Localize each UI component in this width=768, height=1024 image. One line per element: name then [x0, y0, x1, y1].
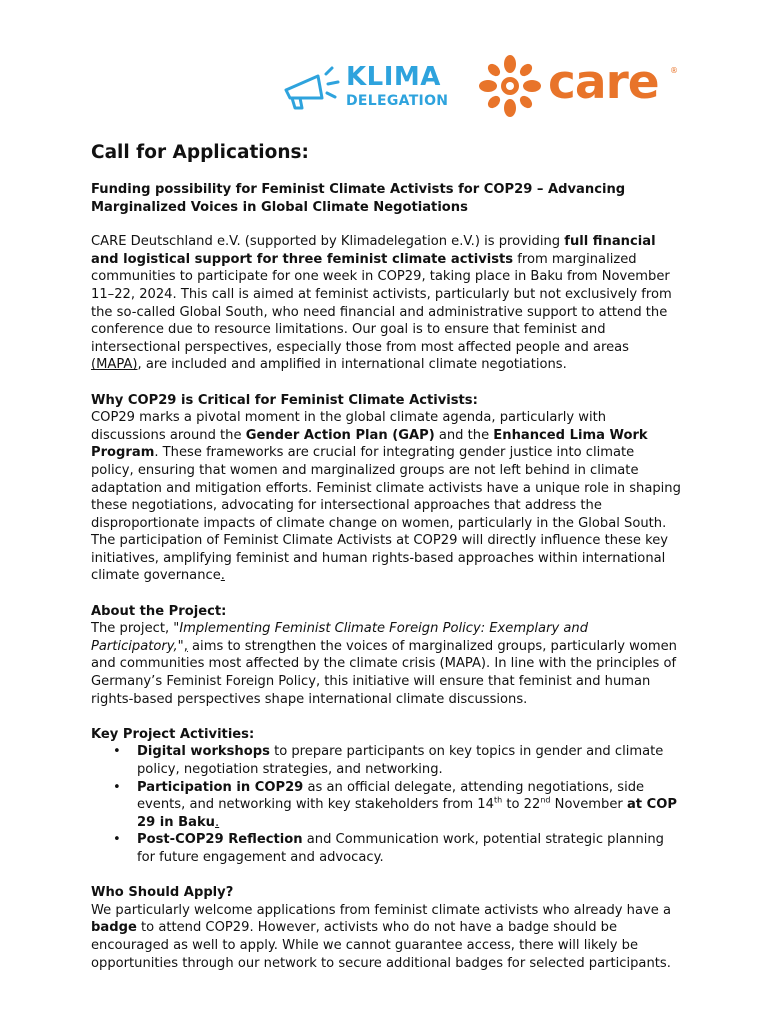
why-text-1: COP29 marks a pivotal moment in the global climate agenda, particularly with discussions around the — [91, 410, 607, 443]
who-text-1: We particularly welcome applications from feminist climate activists who already have a — [91, 902, 671, 918]
about-text-1: The project, — [91, 621, 174, 637]
intro-text-1: CARE Deutschland e.V. (supported by Klimadelegation e.V.) is providing — [91, 234, 565, 250]
intro-text-3: , are included and amplified in international climate negotiations. — [137, 357, 567, 373]
registered-mark: ® — [670, 66, 678, 75]
intro-paragraph — [91, 233, 681, 374]
activity-3-title: Post-COP29 Reflection — [137, 832, 303, 848]
klima-delegation-logo — [282, 60, 457, 116]
activities-heading: Key Project Activities: — [91, 726, 255, 742]
document-body — [91, 141, 681, 972]
activity-2-end: . — [215, 814, 220, 830]
activity-3-text: and Communication work, potential strategic planning for future engagement and advocacy. — [137, 832, 664, 865]
care-logo — [478, 55, 683, 117]
subtitle: Funding possibility for Feminist Climate Activists for COP29 – Advancing Marginalized Voices in Global Climate Negotiations — [91, 182, 626, 215]
page-title: Call for Applications: — [91, 142, 309, 163]
who-bold-badge: badge — [91, 920, 137, 936]
activity-2-to: to 22 — [502, 797, 541, 813]
activity-2-text: as an official delegate, attending negotiations, side events, and networking with key stakeholders from 14 — [137, 779, 645, 813]
about-heading: About the Project: — [91, 603, 227, 619]
who-paragraph — [91, 902, 681, 972]
why-bold-lima: Enhanced Lima Work Program — [91, 427, 648, 461]
activity-2-november: November — [550, 797, 627, 813]
list-item — [137, 831, 681, 866]
ordinal-th: th — [493, 795, 503, 805]
project-title: "Implementing Feminist Climate Foreign Policy: Exemplary and Participatory," — [91, 621, 589, 654]
who-heading: Who Should Apply? — [91, 885, 234, 901]
care-logo-text: care — [548, 55, 659, 110]
list-item — [137, 779, 681, 832]
why-text-3: . These frameworks are crucial for integrating gender justice into climate policy, ensuring that women and marginalized groups are not left behind in climate adaptation and mitigation efforts. Feminist climate activists have a unique role in shaping these negotiations, advocating for intersectional approaches that address the disproportionate impacts of climate change on women, particularly in the Global South. The participation of Feminist Climate Activists at COP29 will directly influence these key initiatives, amplifying feminist and human rights-based approaches within international climate governance — [91, 445, 681, 584]
activity-1-text: to prepare participants on key topics in gender and climate policy, negotiation strategies, and networking. — [137, 744, 664, 777]
about-comma: , — [183, 638, 188, 654]
care-emblem-icon — [478, 55, 542, 117]
about-text-2: aims to strengthen the voices of marginalized groups, particularly women and communities most affected by the climate crisis (MAPA). In line with the principles of Germany’s Feminist Foreign Policy, this initiative will ensure that feminist and human rights-based perspectives shape international climate discussions. — [91, 638, 677, 707]
ordinal-nd: nd — [540, 795, 551, 805]
why-bold-gap: Gender Action Plan (GAP) — [245, 427, 435, 443]
who-text-2: to attend COP29. However, activists who do not have a badge should be encouraged as well to apply. While we cannot guarantee access, there will likely be opportunities through our network to secure additional badges for selected participants. — [91, 920, 671, 971]
activities-list — [91, 743, 681, 866]
activity-1-title: Digital workshops — [137, 744, 270, 760]
activity-2-location: at COP 29 in Baku — [137, 797, 677, 830]
mapa-underline: (MAPA) — [91, 357, 138, 373]
about-paragraph — [91, 620, 681, 708]
why-text-2: and the — [434, 427, 494, 443]
activity-2-title: Participation in COP29 — [137, 779, 304, 795]
intro-text-2: from marginalized communities to participate for one week in COP29, taking place in Baku from November 11–22, 2024. This call is aimed at feminist activists, particularly but not exclusively from the so-called Global South, who need financial and administrative support to attend the conference due to resource limitations. Our goal is to ensure that feminist and intersectional perspectives, especially those from most affected people and areas — [91, 251, 672, 355]
list-item — [137, 743, 681, 778]
why-heading: Why COP29 is Critical for Feminist Climate Activists: — [91, 392, 478, 408]
why-end: . — [220, 568, 225, 584]
megaphone-icon — [282, 64, 342, 110]
intro-bold-support: full financial and logistical support for three feminist climate activists — [91, 234, 656, 267]
delegation-logo-text: DELEGATION — [346, 93, 449, 109]
why-paragraph — [91, 409, 681, 585]
klima-logo-text: KLIMA — [346, 62, 441, 92]
